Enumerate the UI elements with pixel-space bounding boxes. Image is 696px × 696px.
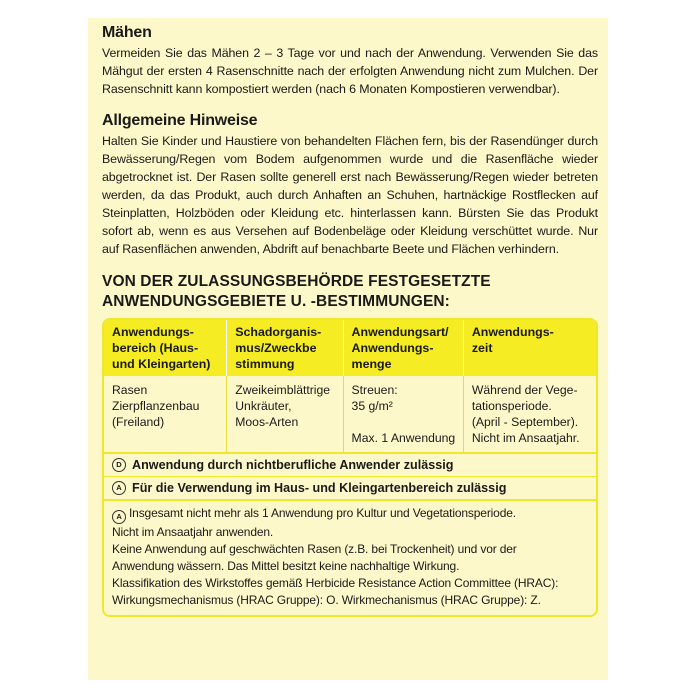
cell-line: Nicht im Ansaatjahr. [471, 431, 580, 445]
table-row [104, 376, 596, 454]
note-text: Anwendung durch nichtberufliche Anwender zulässig [132, 458, 454, 472]
header-schadorganismus [227, 320, 343, 376]
header-anwendungsart [344, 320, 464, 376]
hinweise-title: Allgemeine Hinweise [102, 112, 258, 129]
cell-line: Moos-Arten [235, 415, 299, 429]
cell-line: (April - September). [471, 415, 579, 429]
details-line: Klassifikation des Wirkstoffes gemäß Herbicide Resistance Action Committee (HRAC): [112, 575, 559, 590]
table-header [104, 320, 596, 376]
details-box [104, 499, 596, 615]
section-title-line2: ANWENDUNGSGEBIETE U. -BESTIMMUNGEN: [102, 293, 450, 310]
cell-line: 35 g/m² [351, 399, 393, 413]
header-line: mus/Zweckbe [235, 341, 317, 355]
cell-line: Rasen [112, 383, 148, 397]
maehen-title: Mähen [102, 24, 152, 41]
product-label [88, 18, 608, 680]
section-title [102, 272, 598, 312]
details-line [112, 505, 588, 524]
header-line: zeit [471, 341, 493, 355]
details-text: Insgesamt nicht mehr als 1 Anwendung pro Kultur und Vegetationsperiode. [129, 506, 516, 520]
details-line: Nicht im Ansaatjahr anwenden. [112, 524, 274, 539]
header-line: menge [351, 357, 392, 371]
cell-schadorganismus [227, 376, 343, 452]
header-line: Anwendungs- [112, 325, 194, 339]
cell-bereich [104, 376, 227, 452]
details-line: Wirkungsmechanismus (HRAC Gruppe): O. Wirkmechanismus (HRAC Gruppe): Z. [112, 592, 541, 607]
header-line: Anwendungsart/ [351, 325, 449, 339]
application-table [102, 318, 598, 617]
cell-zeit [464, 376, 596, 452]
maehen-text: Vermeiden Sie das Mähen 2 – 3 Tage vor und nach der Anwendung. Verwenden Sie das Mähgut der ersten 4 Rasenschnitte nach der erfolgten Anwendung nicht zum Mulchen. Der Rasenschnitt kann kompostiert werden (nach 6 Monaten Kompostieren verwendbar). [102, 46, 598, 96]
header-line: Anwendungs- [351, 341, 434, 355]
circled-a-icon: A [112, 510, 126, 524]
details-line: Keine Anwendung auf geschwächten Rasen (z.B. bei Trockenheit) und vor der [112, 541, 517, 556]
header-line: bereich (Haus- [112, 341, 199, 355]
header-line: Schadorganis- [235, 325, 322, 339]
circled-d-icon: D [112, 458, 126, 472]
cell-line: Während der Vege- [471, 383, 578, 397]
cell-line: Unkräuter, [235, 399, 292, 413]
header-line: und Kleingarten) [112, 357, 211, 371]
section-title-line1: VON DER ZULASSUNGSBEHÖRDE FESTGESETZTE [102, 273, 491, 290]
cell-anwendungsart [344, 376, 464, 452]
cell-line: Zweikeimblättrige [235, 383, 331, 397]
note-nichtberuflich [104, 454, 596, 476]
cell-line: Streuen: [351, 383, 398, 397]
header-anwendungszeit [464, 320, 596, 376]
header-line: Anwendungs- [471, 325, 554, 339]
cell-line: Zierpflanzenbau [112, 399, 200, 413]
header-anwendungsbereich [104, 320, 227, 376]
circled-a-icon: A [112, 481, 126, 495]
details-line: Anwendung wässern. Das Mittel besitzt keine nachhaltige Wirkung. [112, 558, 460, 573]
cell-line: (Freiland) [112, 415, 165, 429]
cell-line: tationsperiode. [471, 399, 552, 413]
note-text: Für die Verwendung im Haus- und Kleingartenbereich zulässig [132, 481, 507, 495]
header-line: stimmung [235, 357, 295, 371]
cell-spacer [352, 414, 457, 430]
cell-line: Max. 1 Anwendung [351, 431, 456, 445]
hinweise-text: Halten Sie Kinder und Haustiere von behandelten Flächen fern, bis der Rasendünger durch Bewässerung/Regen vom Bodem aufgenommen wurde und die Rasenfläche wieder abgetrocknet ist. Der Rasen sollte generell erst nach Bewässerung/Regen wieder betreten werden, da das Produkt, auch durch Anhaften an Schuhen, hartnäckige Rostflecken auf Steinplatten, Holzböden oder Kleidung etc. hinterlassen kann. Bürsten Sie das Produkt sofort ab, wenn es aus Versehen auf Bodenbeläge oder Kleidung verschüttet wurde. Nur auf Rasenflächen anwenden, Abdrift auf benachbarte Beete und Flächen verhindern. [102, 134, 598, 256]
note-hausgarten [104, 476, 596, 499]
